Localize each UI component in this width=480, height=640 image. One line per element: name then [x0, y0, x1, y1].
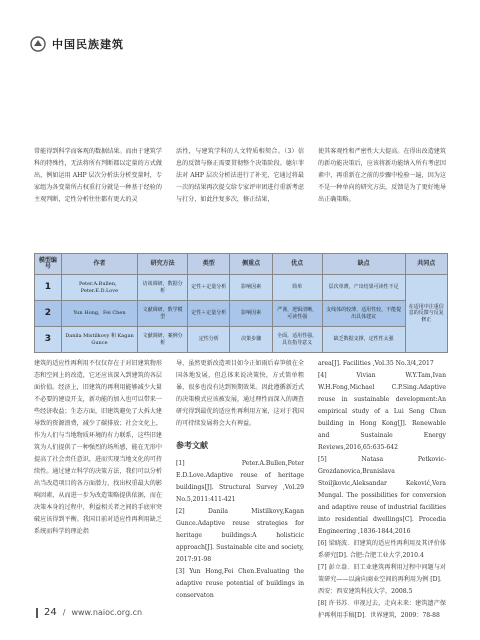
page-number: 24 [44, 607, 57, 618]
row-author: Danila Mistilkovy 和 Kagan Gunce [61, 327, 137, 353]
reference-item: [6] 梁晓波．旧建筑的适应性再利用及其评价体系研究[D]. 合肥:合肥工业大学,2010.4 [318, 540, 446, 559]
top-text-column-1: 常能得到科学而客观的数据结果。而由于建筑学科的特殊性，无法将所有判断都以定量的方式做出，例如运用 AHP 层次分析法分析变量时，专家组为各变量所占权重打分就是一种基于经验的主观判断，定性分析往往都有更大的灵 [34, 148, 162, 203]
row-method: 文献调研，数学模型 [138, 301, 188, 327]
row-number: 2 [35, 301, 62, 327]
bottom-text-column-2 [176, 358, 304, 602]
row-focus: 影响因素 [230, 275, 272, 301]
page-footer [36, 607, 142, 618]
header-focus: 侧重点 [230, 254, 272, 275]
table-row [35, 301, 448, 327]
row-pros: 全面，适用性强，具有指导意义 [272, 327, 322, 353]
reference-item: [3] Yun Hong,Fei Chen.Evaluating the adaptive reuse potential of buildings in conservaton [176, 568, 304, 599]
header-pros: 优点 [272, 254, 322, 275]
row-cons: 支线体的较薄，适用性较，不能提出具体建议 [322, 301, 405, 327]
header-cons: 缺点 [322, 254, 405, 275]
top-text-column-2: 活性，与建筑学科的人文特质相契合。（3）信息的反馈与修正需要贯彻整个决策阶段。德尔菲法对 AHP 层次分析法进行了补充，它通过将最一次的结果再次提交给专家评审团进行重新考虑与打分，如此往复多次，修正结果， [176, 148, 304, 203]
publication-logo [30, 36, 124, 52]
table-row [35, 275, 448, 301]
separator: / [62, 608, 66, 617]
row-type: 定性＋定量分析 [188, 275, 230, 301]
body-paragraph: 导，虽然更新改造项目如今正如雨后春笋般在全国各地发展，但总体来说决策快，方式简单粗暴，很多也没有达到预期效果。因此遵循新近式的决策模式应该被发展，通过理性而深入的调查研究得到最优的适应性再利用方案，这对于我国的可持续发展将会大有裨益。 [176, 360, 304, 427]
table-header-row [35, 254, 448, 275]
header-common: 共同点 [405, 254, 447, 275]
bottom-text-column-1: 建筑的适应性再利用不仅仅存在于对旧建筑物形态和空间上的改造，它还应该深入到建筑的各层面价值。经济上，旧建筑的再利用能够减少大量不必要的建设开支，新功能的加入也可以带来一些经济收益；生态方面，旧建筑避免了大拆大建导致的资源浪费，减少了碳排放；社会文化上，作为人们与当地物质环境的有力联系，这些旧建筑为人们提供了一种强烈的场所感，能在无形中提高了社会责任意识，进而实现当地文化的可持续性。通过建立科学的决策方法，我们可以分析出当改造项目的各方面潜力，找出权重最大的影响因素，从而进一步为改造策略提供依据，而在决策本身的过程中，利益相关者之间的手底审突破应该得到平衡。我国目前对适应性再利用缺乏系统而科学的理论指 [34, 360, 162, 535]
reference-item: [7] 彭立盎．旧工业建筑再利用过程中问题与对策研究——以渝向商业空间的再利用为例 [D]．西安：西安建筑科技大学，2008.5 [318, 564, 446, 595]
header-method: 研究方法 [138, 254, 188, 275]
website-url: www.naioc.org.cn [71, 608, 143, 617]
row-focus: 决策步骤 [230, 327, 272, 353]
row-method: 文献调研，案例分析 [138, 327, 188, 353]
row-author: Yun Hong，Fei Chen [61, 301, 137, 327]
reference-item: [4] Vivian W.Y.Tam,Ivan W.H.Fong,Michael C.P.Sing.Adaptive reuse in sustainable development:An empirical study of a Lui Seng Chun building in Hong Kong[J]. Renewable and Sustainale Energy Reviews,2016,65:635-642 [318, 372, 446, 451]
references-heading: 参考文献 [176, 441, 208, 450]
top-text-column-3: 使其客观性和严密性大大提高。在得出改造建筑的新功能决策后，应该将新功能纳入所有考虑因素中，再重新在之前的步骤中检验一遍，因为这不是一种单向的研究方法，反馈是为了更好地导出正确策略。 [318, 148, 446, 203]
table-row [35, 327, 448, 353]
model-comparison-table [34, 253, 448, 353]
reference-item: [8] 许书苏．审视过去，走向未来：建筑遗产保护再利用手稿[D]．世界建筑，2009：78-88 [318, 600, 446, 619]
reference-item: [2] Danila Mistilkovy,Kagan Gunce.Adaptive reuse strategies for heritage buildings:A holisticic approach[J]. Sustainable cite and society, 2017:91-98 [176, 508, 304, 563]
row-number: 1 [35, 275, 62, 301]
bottom-text-column-3 [318, 358, 446, 622]
footer-divider [36, 608, 38, 618]
row-author: Peter.A.Bullen，Peter.E.D.Love [61, 275, 137, 301]
row-method: 访谈调研，数据分析 [138, 275, 188, 301]
publication-name: 中国民族建筑 [52, 38, 124, 51]
common-point-cell: 在适用中注重信息的反馈与反复修正 [405, 275, 447, 353]
reference-item: [5] Natasa Petkovic-Grozdanovica,Branislava Stoiljkovic,Aleksandar Keković,Vera Mungal. The possibilities for conversion and adaptive reuse of industrial facilities into residential dwellings[C]. Procedia Engineering ,1836-1844,2016 [318, 456, 446, 535]
row-pros: 简单 [272, 275, 322, 301]
reference-item: [1] Peter.A.Bullen,Peter E.D.Love.Adaptive reuse of heritage buildings[J]. Structural Survey ,Vol.29 No.5,2011:411-421 [176, 460, 304, 503]
header-author: 作者 [61, 254, 137, 275]
row-type: 定性＋定量分析 [188, 301, 230, 327]
row-cons: 层次单薄，产出结果可读性不足 [322, 275, 405, 301]
row-pros: 严谨，逻辑清晰，可读性强 [272, 301, 322, 327]
reference-item: area[J]. Facilities ,Vol.35 No.3/4,2017 [318, 360, 434, 367]
row-cons: 缺乏数据支撑，定性性太强 [322, 327, 405, 353]
publication-emblem-icon [30, 36, 46, 52]
row-focus: 影响因素 [230, 301, 272, 327]
header-model-number: 模型编号 [35, 254, 62, 275]
row-type: 定性分析 [188, 327, 230, 353]
row-number: 3 [35, 327, 62, 353]
header-type: 类型 [188, 254, 230, 275]
